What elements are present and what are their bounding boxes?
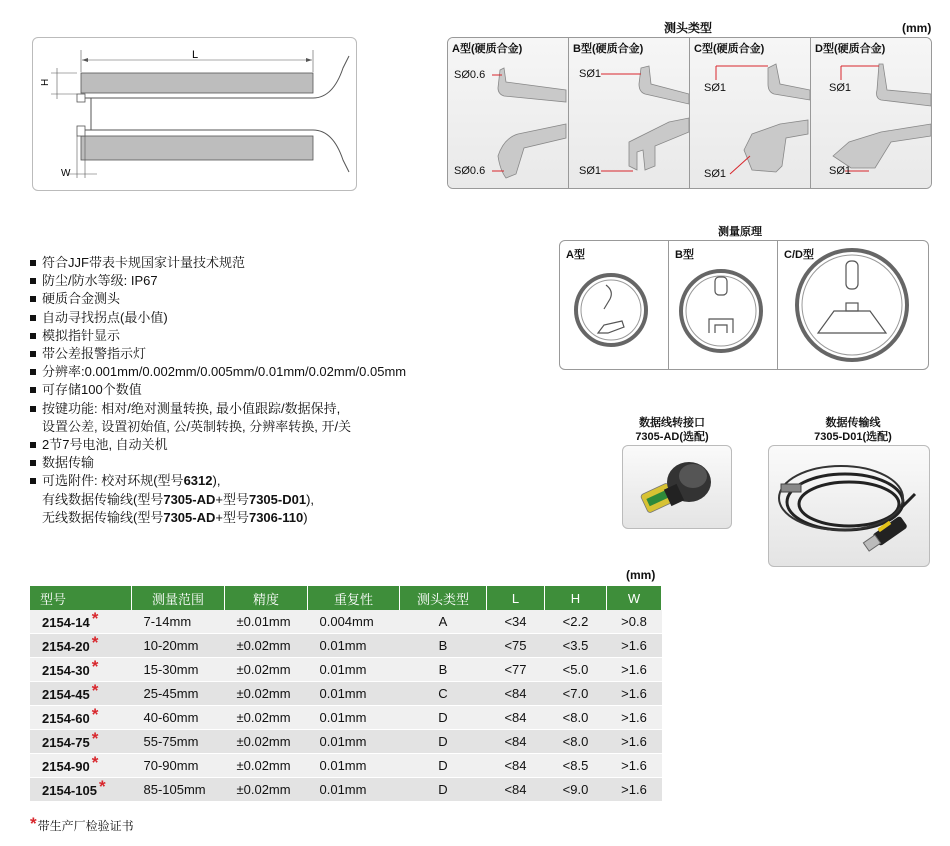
table-cell: 2154-105 * xyxy=(30,778,132,802)
feature-item: 分辨率:0.001mm/0.002mm/0.005mm/0.01mm/0.02mm/0.05mm xyxy=(30,363,406,381)
table-cell: 55-75mm xyxy=(132,730,225,754)
table-row xyxy=(30,706,662,730)
tip-type-d xyxy=(810,38,931,188)
table-row xyxy=(30,610,662,634)
star-icon: * xyxy=(91,728,99,748)
star-icon: * xyxy=(91,704,99,724)
tip-label-bottom: SØ1 xyxy=(579,165,602,177)
table-cell: 0.01mm xyxy=(308,658,400,682)
table-cell: 2154-20 * xyxy=(30,634,132,658)
table-cell: <9.0 xyxy=(545,778,607,802)
table-cell: D xyxy=(400,754,487,778)
bullet-icon xyxy=(30,333,36,339)
table-cell: >1.6 xyxy=(607,658,662,682)
table-cell: ±0.02mm xyxy=(225,634,308,658)
col-header-accuracy: 精度 xyxy=(225,586,308,610)
dim-label-L: L xyxy=(191,49,199,61)
tip-type-name: D型(硬质合金) xyxy=(815,43,886,55)
principle-name: A型 xyxy=(566,249,585,261)
bullet-icon xyxy=(30,478,36,484)
table-cell: ±0.02mm xyxy=(225,658,308,682)
feature-item: 带公差报警指示灯 xyxy=(30,345,406,363)
adapter-icon xyxy=(623,446,731,528)
col-header-tip-type: 测头类型 xyxy=(400,586,487,610)
table-cell: <84 xyxy=(487,706,545,730)
col-header-L: L xyxy=(487,586,545,610)
table-cell: 0.01mm xyxy=(308,634,400,658)
table-cell: ±0.01mm xyxy=(225,610,308,634)
table-cell: 40-60mm xyxy=(132,706,225,730)
table-cell: 2154-30 * xyxy=(30,658,132,682)
feature-item: 可存储100个数值 xyxy=(30,381,406,399)
feature-item: 数据传输 xyxy=(30,454,406,472)
table-cell: ±0.02mm xyxy=(225,682,308,706)
bullet-icon xyxy=(30,442,36,448)
star-icon: * xyxy=(91,680,99,700)
principle-b xyxy=(668,241,777,369)
table-cell: 2154-60 * xyxy=(30,706,132,730)
bullet-icon xyxy=(30,406,36,412)
tip-label-top: SØ1 xyxy=(704,82,727,94)
star-icon: * xyxy=(91,656,99,676)
feature-item: 防尘/防水等级: IP67 xyxy=(30,272,406,290)
table-cell: >0.8 xyxy=(607,610,662,634)
footnote: *带生产厂检验证书 xyxy=(30,814,134,833)
feature-item-options: 可选附件: 校对环规(型号6312), 有线数据传输线(型号7305-AD+型号7305-D01), 无线数据传输线(型号7305-AD+型号7306-110) xyxy=(30,472,406,527)
table-cell: D xyxy=(400,706,487,730)
star-icon: * xyxy=(91,752,99,772)
tip-type-name: C型(硬质合金) xyxy=(694,43,765,55)
feature-item: 硬质合金测头 xyxy=(30,290,406,308)
feature-item: 按键功能: 相对/绝对测量转换, 最小值跟踪/数据保持, 设置公差, 设置初始值, 公/英制转换, 分辨率转换, 开/关 xyxy=(30,400,406,436)
table-cell: 2154-14 * xyxy=(30,610,132,634)
dim-label-H: H xyxy=(40,78,51,86)
table-cell: <8.5 xyxy=(545,754,607,778)
col-header-W: W xyxy=(607,586,662,610)
tip-type-b xyxy=(568,38,689,188)
table-cell: <5.0 xyxy=(545,658,607,682)
tip-label-top: SØ1 xyxy=(829,82,852,94)
tip-label-bottom: SØ0.6 xyxy=(454,165,486,177)
table-cell: 85-105mm xyxy=(132,778,225,802)
tip-label-top: SØ1 xyxy=(579,68,602,80)
col-header-range: 测量范围 xyxy=(132,586,225,610)
star-icon: * xyxy=(91,608,99,628)
principle-title: 测量原理 xyxy=(718,226,762,238)
tip-types-panel xyxy=(447,37,932,189)
bullet-icon xyxy=(30,387,36,393)
table-cell: 70-90mm xyxy=(132,754,225,778)
principle-a-illustration xyxy=(560,241,668,369)
table-cell: >1.6 xyxy=(607,682,662,706)
tip-label-bottom: SØ1 xyxy=(829,165,852,177)
bullet-icon xyxy=(30,260,36,266)
table-cell: 2154-90 * xyxy=(30,754,132,778)
dim-label-W: W xyxy=(61,168,71,179)
table-cell: <7.0 xyxy=(545,682,607,706)
table-cell: 0.004mm xyxy=(308,610,400,634)
tip-types-unit: (mm) xyxy=(902,21,932,35)
table-row xyxy=(30,778,662,802)
feature-item: 2节7号电池, 自动关机 xyxy=(30,436,406,454)
dimension-drawing xyxy=(32,37,357,191)
table-cell: <84 xyxy=(487,778,545,802)
bullet-icon xyxy=(30,460,36,466)
star-icon: * xyxy=(98,776,106,796)
table-cell: C xyxy=(400,682,487,706)
principle-panel xyxy=(559,240,929,370)
table-cell: 0.01mm xyxy=(308,778,400,802)
table-cell: <3.5 xyxy=(545,634,607,658)
table-row xyxy=(30,754,662,778)
table-cell: 10-20mm xyxy=(132,634,225,658)
table-row xyxy=(30,634,662,658)
table-cell: <84 xyxy=(487,754,545,778)
table-cell: <84 xyxy=(487,730,545,754)
table-cell: D xyxy=(400,778,487,802)
principle-cd-illustration xyxy=(778,241,929,369)
table-cell: 25-45mm xyxy=(132,682,225,706)
bullet-icon xyxy=(30,315,36,321)
table-cell: ±0.02mm xyxy=(225,706,308,730)
principle-name: C/D型 xyxy=(784,249,814,261)
bullet-icon xyxy=(30,278,36,284)
tip-label-bottom: SØ1 xyxy=(704,168,727,180)
bullet-icon xyxy=(30,296,36,302)
table-cell: <8.0 xyxy=(545,730,607,754)
principle-b-illustration xyxy=(669,241,777,369)
feature-item: 自动寻找拐点(最小值) xyxy=(30,309,406,327)
table-cell: 15-30mm xyxy=(132,658,225,682)
table-cell: 0.01mm xyxy=(308,754,400,778)
tip-types-title: 测头类型 xyxy=(664,21,713,35)
col-header-model: 型号 xyxy=(30,586,132,610)
table-cell: 0.01mm xyxy=(308,730,400,754)
star-icon: * xyxy=(91,632,99,652)
table-cell: ±0.02mm xyxy=(225,778,308,802)
table-cell: >1.6 xyxy=(607,754,662,778)
tip-label-top: SØ0.6 xyxy=(454,69,486,81)
table-header-row xyxy=(30,586,662,610)
table-cell: <2.2 xyxy=(545,610,607,634)
table-cell: >1.6 xyxy=(607,706,662,730)
table-cell: >1.6 xyxy=(607,634,662,658)
tip-type-a xyxy=(448,38,568,188)
table-cell: B xyxy=(400,658,487,682)
table-cell: B xyxy=(400,634,487,658)
table-cell: ±0.02mm xyxy=(225,730,308,754)
table-cell: 7-14mm xyxy=(132,610,225,634)
table-row xyxy=(30,658,662,682)
cable-icon xyxy=(769,446,929,566)
table-cell: >1.6 xyxy=(607,778,662,802)
table-cell: <77 xyxy=(487,658,545,682)
col-header-repeatability: 重复性 xyxy=(308,586,400,610)
table-row xyxy=(30,682,662,706)
tip-type-name: B型(硬质合金) xyxy=(573,43,644,55)
star-icon: * xyxy=(30,814,37,833)
table-cell: ±0.02mm xyxy=(225,754,308,778)
table-cell: 0.01mm xyxy=(308,706,400,730)
table-row xyxy=(30,730,662,754)
table-cell: <84 xyxy=(487,682,545,706)
principle-a xyxy=(560,241,668,369)
principle-cd xyxy=(777,241,928,369)
accessory-cable-image xyxy=(768,445,930,567)
col-header-H: H xyxy=(545,586,607,610)
accessory-adapter-image xyxy=(622,445,732,529)
spec-table-body xyxy=(30,610,662,802)
tip-type-name: A型(硬质合金) xyxy=(452,43,523,55)
table-cell: >1.6 xyxy=(607,730,662,754)
table-cell: D xyxy=(400,730,487,754)
feature-item: 符合JJF带表卡规国家计量技术规范 xyxy=(30,254,406,272)
caliper-dimension-illustration xyxy=(33,38,356,190)
accessory-caption-cable: 数据传输线 7305-D01(选配) xyxy=(814,417,892,443)
feature-list xyxy=(30,254,406,527)
accessory-caption-adapter: 数据线转接口 7305-AD(选配) xyxy=(635,417,709,443)
table-cell: A xyxy=(400,610,487,634)
table-cell: 2154-75 * xyxy=(30,730,132,754)
spec-table xyxy=(30,586,662,802)
bullet-icon xyxy=(30,351,36,357)
table-unit: (mm) xyxy=(626,568,656,582)
table-cell: <34 xyxy=(487,610,545,634)
bullet-icon xyxy=(30,369,36,375)
table-cell: 0.01mm xyxy=(308,682,400,706)
table-cell: <8.0 xyxy=(545,706,607,730)
feature-item: 模拟指针显示 xyxy=(30,327,406,345)
table-cell: <75 xyxy=(487,634,545,658)
tip-c-illustration xyxy=(690,38,810,188)
tip-type-c xyxy=(689,38,810,188)
principle-name: B型 xyxy=(675,249,694,261)
table-cell: 2154-45 * xyxy=(30,682,132,706)
